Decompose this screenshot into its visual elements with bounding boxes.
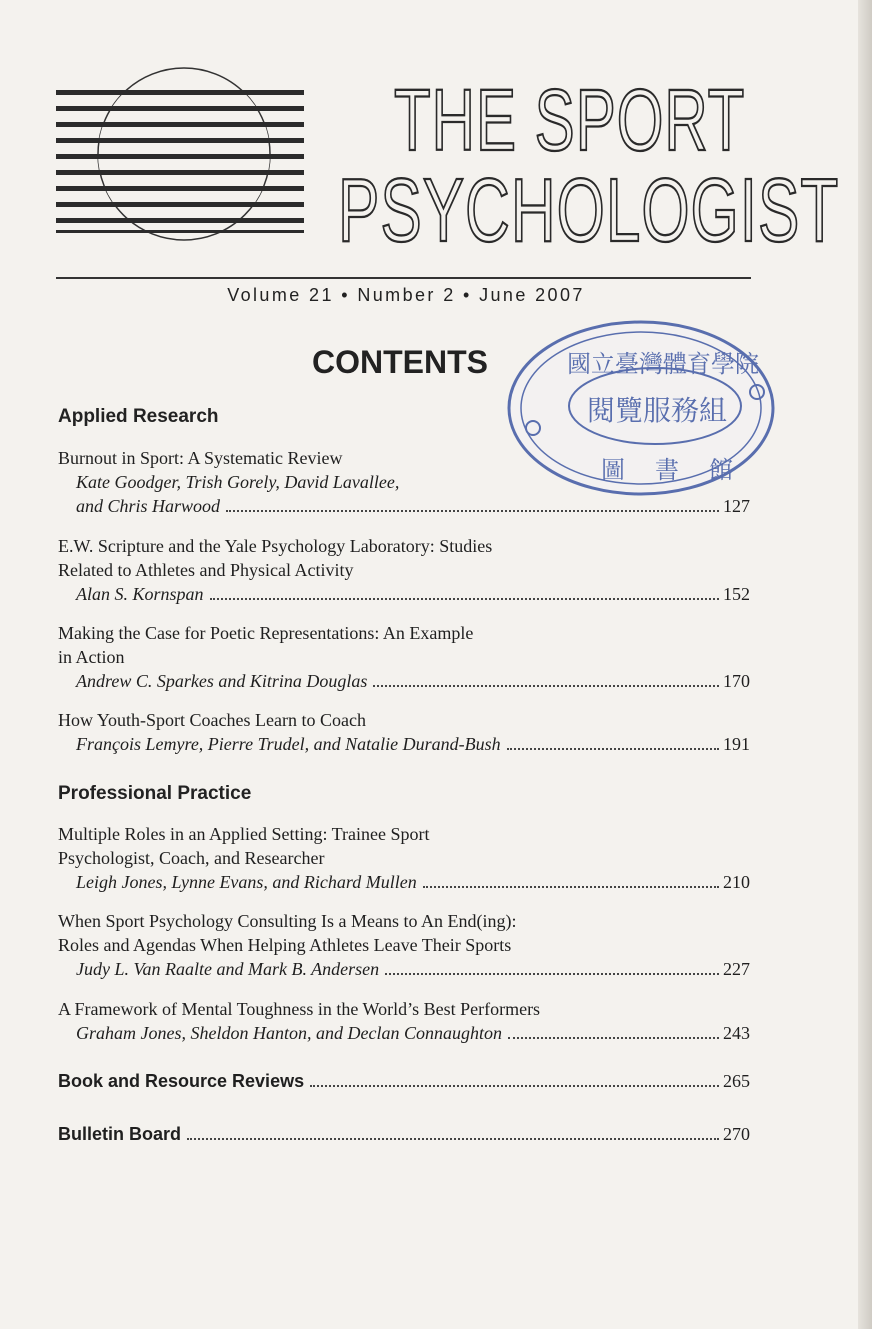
toc-entry-bulletin-board[interactable] [58,1124,750,1145]
striped-circle-logo-icon [56,64,318,244]
dot-leader [385,972,719,975]
dot-leader [373,684,719,687]
stamp-text-bottom: 圖書館 [601,456,763,484]
toc-entry[interactable] [58,822,750,894]
article-authors: Judy L. Van Raalte and Mark B. Andersen 227 [76,959,750,979]
toc-entry[interactable] [58,708,750,756]
article-authors: Andrew C. Sparkes and Kitrina Douglas 170 [76,671,750,691]
dot-leader [508,1036,719,1039]
article-title: Making the Case for Poetic Representations: An Example [58,623,474,643]
article-title: E.W. Scripture and the Yale Psychology Laboratory: Studies [58,536,493,556]
section-heading-applied-research: Applied Research [58,406,219,427]
dot-leader [310,1084,719,1087]
section-label: Book and Resource Reviews [58,1071,305,1091]
page-number: 227 [723,959,750,979]
stamp-text-center: 閱覽服務組 [587,394,728,427]
page-number: 265 [723,1071,750,1091]
article-title: Multiple Roles in an Applied Setting: Trainee Sport [58,824,430,844]
stamp-text-ring: 國立臺灣體育學院 [567,350,759,378]
journal-title-line1: THE SPORT [394,71,746,169]
dot-leader [210,597,719,600]
masthead-rule [56,277,751,279]
article-title-cont: Psychologist, Coach, and Researcher [58,848,325,868]
issue-info: Volume 21 • Number 2 • June 2007 [227,285,585,305]
page-number: 170 [723,671,750,691]
article-authors: Kate Goodger, Trish Gorely, David Lavallee, [76,472,400,492]
page-edge [858,0,872,1329]
article-authors: Graham Jones, Sheldon Hanton, and Declan Connaughton 243 [76,1023,750,1043]
section-heading-professional-practice: Professional Practice [58,783,252,804]
article-title-cont: Related to Athletes and Physical Activity [58,560,354,580]
article-title-cont: in Action [58,647,125,667]
article-title: When Sport Psychology Consulting Is a Means to An End(ing): [58,911,517,931]
article-authors: Leigh Jones, Lynne Evans, and Richard Mullen 210 [76,872,750,892]
contents-heading: CONTENTS [312,344,488,380]
page-number: 210 [723,872,750,892]
page-number: 127 [723,496,750,516]
toc-entry[interactable] [58,621,750,693]
article-authors-cont: and Chris Harwood 127 [76,496,750,516]
dot-leader [187,1137,719,1140]
toc-entry[interactable] [58,997,750,1045]
library-stamp-icon [505,318,777,498]
dot-leader [423,885,719,888]
toc-entry-book-reviews[interactable] [58,1071,750,1092]
page-number: 243 [723,1023,750,1043]
journal-title-line2: PSYCHOLOGIST [338,161,840,262]
article-title: How Youth-Sport Coaches Learn to Coach [58,710,366,730]
dot-leader [507,747,719,750]
article-title: A Framework of Mental Toughness in the World’s Best Performers [58,999,541,1019]
toc-entry[interactable] [58,534,750,606]
article-authors: Alan S. Kornspan 152 [76,584,750,604]
masthead [56,64,840,264]
page-number: 270 [723,1124,750,1144]
page-number: 152 [723,584,750,604]
dot-leader [226,509,719,512]
article-title: Burnout in Sport: A Systematic Review [58,448,343,468]
article-authors: François Lemyre, Pierre Trudel, and Natalie Durand-Bush 191 [76,734,750,754]
article-title-cont: Roles and Agendas When Helping Athletes Leave Their Sports [58,935,512,955]
toc-entry[interactable] [58,909,750,981]
section-label: Bulletin Board [58,1124,182,1144]
page-number: 191 [723,734,750,754]
